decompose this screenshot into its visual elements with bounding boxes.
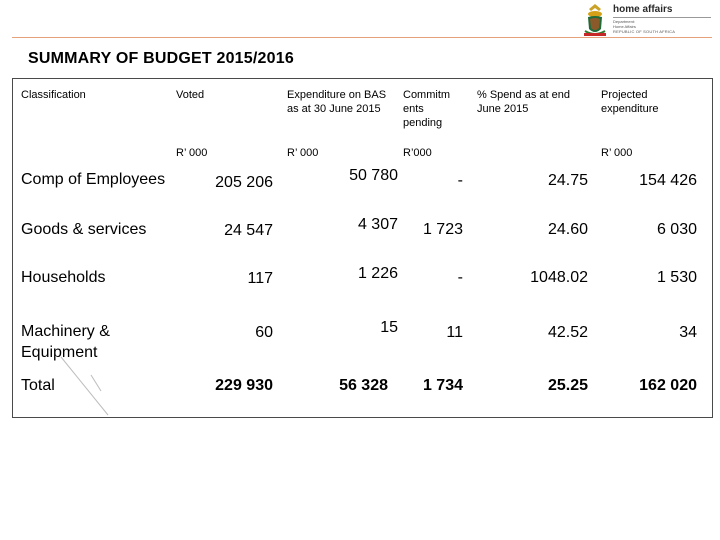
unit-projected: R’ 000: [601, 147, 633, 159]
row-commitments: -: [457, 269, 463, 286]
row-commitments: -: [457, 172, 463, 189]
row-voted: 60: [255, 324, 273, 341]
row-classification: Comp of Employees: [21, 171, 166, 188]
logo-line-3: REPUBLIC OF SOUTH AFRICA: [613, 29, 676, 34]
row-projected: 6 030: [656, 221, 697, 238]
row-classification: Goods & services: [21, 221, 147, 238]
total-expenditure: 56 328: [339, 377, 388, 394]
budget-table: [12, 78, 713, 418]
unit-commitments: R’000: [403, 147, 432, 159]
page-title: SUMMARY OF BUDGET 2015/2016: [28, 50, 294, 67]
total-projected: 162 020: [639, 377, 697, 394]
row-expenditure: 15: [380, 319, 398, 336]
total-spend: 25.25: [547, 377, 588, 394]
logo-rule: [613, 17, 711, 18]
total-label: Total: [21, 377, 55, 394]
row-spend: 1048.02: [530, 269, 588, 286]
row-spend: 24.75: [547, 172, 588, 189]
row-projected: 34: [679, 324, 697, 341]
decorative-lines: [13, 79, 714, 419]
logo-line-1: Department:: [613, 19, 636, 24]
row-classification: Households: [21, 269, 106, 286]
row-expenditure: 50 780: [349, 167, 398, 184]
row-projected: 154 426: [639, 172, 697, 189]
header-voted: Voted: [176, 89, 205, 101]
row-expenditure: 1 226: [357, 265, 398, 282]
row-spend: 24.60: [547, 221, 588, 238]
row-spend: 42.52: [547, 324, 588, 341]
row-classification: Machinery & Equipment: [21, 323, 110, 361]
coat-of-arms-icon: [580, 2, 610, 38]
header-divider: [12, 37, 712, 38]
logo-title: home affairs: [613, 4, 673, 15]
header-projected: Projected expenditure: [601, 89, 659, 115]
row-projected: 1 530: [656, 269, 697, 286]
row-voted: 24 547: [224, 222, 273, 239]
row-voted: 117: [247, 270, 273, 287]
total-commitments: 1 734: [422, 377, 463, 394]
unit-voted: R’ 000: [176, 147, 208, 159]
header-commitments: Commitm ents pending: [403, 89, 451, 129]
header-spend: % Spend as at end June 2015: [477, 89, 570, 115]
header-classification: Classification: [21, 89, 86, 101]
total-voted: 229 930: [215, 377, 273, 394]
logo-line-2: Home Affairs: [613, 24, 636, 29]
row-expenditure: 4 307: [357, 216, 398, 233]
row-voted: 205 206: [215, 174, 273, 191]
header-expenditure: Expenditure on BAS as at 30 June 2015: [287, 89, 387, 115]
row-commitments: 11: [446, 324, 463, 341]
department-logo: [580, 2, 715, 40]
row-commitments: 1 723: [422, 221, 463, 238]
unit-expenditure: R’ 000: [287, 147, 319, 159]
